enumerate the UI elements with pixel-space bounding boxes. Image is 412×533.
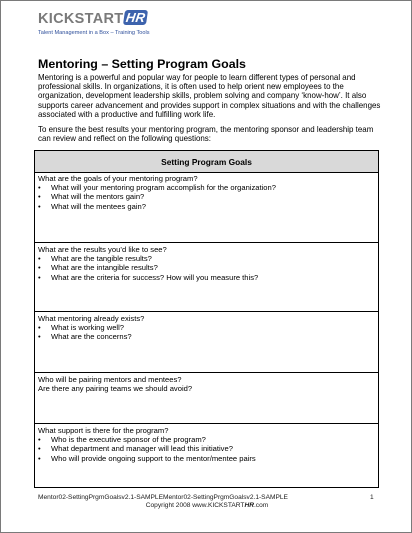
question-text: What support is there for the program? [38,426,169,435]
bullet-item: • What will your mentoring program accomplish for the organization? [38,183,378,192]
logo-tagline: Talent Management in a Box – Training Tools [38,30,150,36]
table-row-support [35,424,378,487]
intro-paragraph: Mentoring is a powerful and popular way for people to learn different types of personal and professional skills. In organizations, it is often used to help orient new employees to the organization, development leadership skills, problem solving and company ‘know-how’. It also supports career advancement and provides support in complex situations and with the challenges associated with a productive and fulfilling work life. [38,73,381,119]
kickstarthr-logo [38,10,218,50]
footer-doc-id: Mentor02-SettingPrgmGoalsv2.1-SAMPLEMentor02-SettingPrgmGoalsv2.1-SAMPLE [38,494,288,501]
question-text: What are the results you’d like to see? [38,245,167,254]
bullet-item: • What are the concerns? [38,332,378,341]
bullet-item: • What department and manager will lead this initiative? [38,444,378,453]
bullet-item: • Who will provide ongoing support to the mentor/mentee pairs [38,454,378,463]
page-number: 1 [370,494,374,501]
question-text: What are the goals of your mentoring program? [38,174,198,183]
table-header: Setting Program Goals [35,151,378,173]
logo-wordmark [38,10,148,28]
bullet-item: • What are the criteria for success? How will you measure this? [38,273,378,282]
bullet-item: • What will the mentors gain? [38,192,378,201]
logo-word-text: KICKSTART [38,11,124,27]
copyright-prefix: Copyright 2008 www.KICKSTART [145,502,245,509]
bullet-item: • What are the tangible results? [38,254,378,263]
instruction-paragraph: To ensure the best results your mentoring program, the mentoring sponsor and leadership team can review and reflect on the following questions: [38,125,374,144]
page-title: Mentoring – Setting Program Goals [38,57,246,71]
table-row-goals [35,172,378,243]
copyright-suffix: .com [253,502,269,509]
bullet-item: • Who is the executive sponsor of the program? [38,435,378,444]
table-row-existing [35,312,378,373]
table-row-pairing [35,373,378,424]
bullet-item: • What are the intangible results? [38,263,378,272]
question-text: Are there any pairing teams we should avoid? [38,384,193,394]
goals-table [34,150,379,488]
bullet-item: • What is working well? [38,323,378,332]
footer-copyright [1,502,412,510]
bullet-item: • What will the mentees gain? [38,202,378,211]
table-row-results [35,243,378,312]
copyright-hr: HR [244,502,254,509]
logo-hr-badge: HR [125,10,147,25]
question-text: Who will be pairing mentors and mentees? [38,375,182,384]
question-text: What mentoring already exists? [38,314,145,323]
